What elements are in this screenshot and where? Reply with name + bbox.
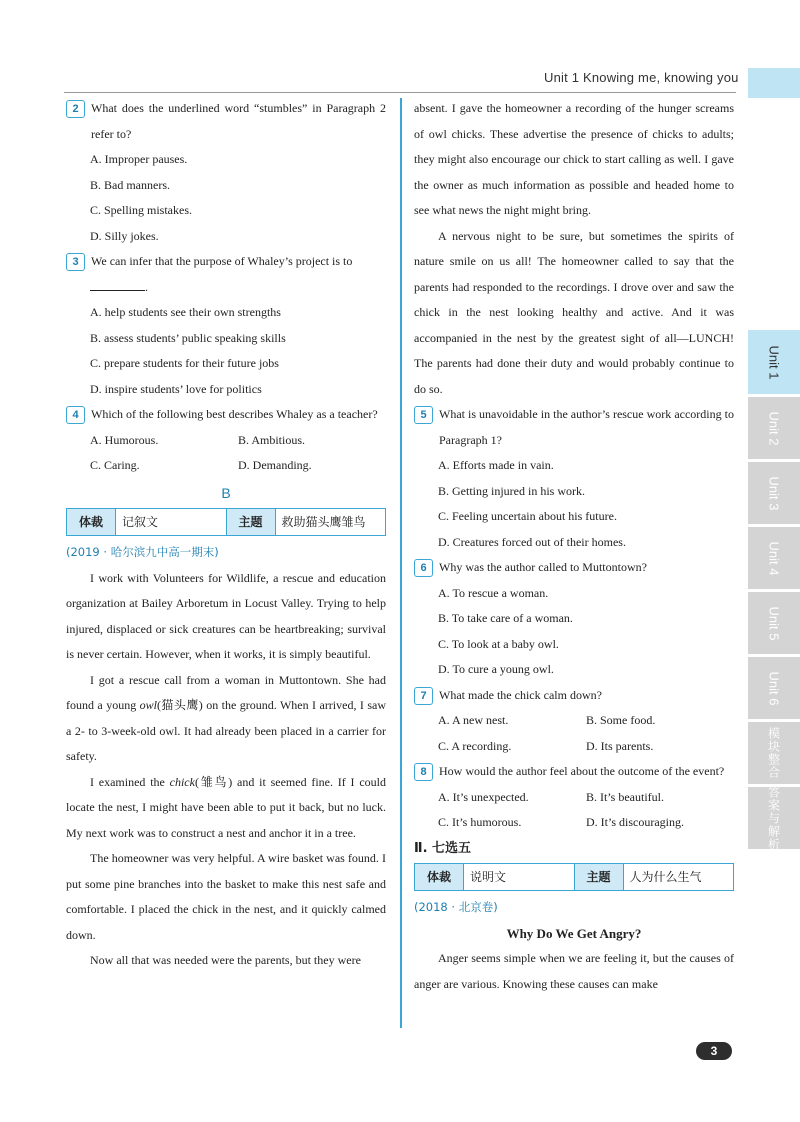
option: A. To rescue a woman. [438,585,549,600]
option: C. Feeling uncertain about his future. [438,509,617,523]
genre-value: 记叙文 [115,509,226,535]
paragraph: Now all that was needed were the parents, but they were [90,953,361,967]
tab-unit-5[interactable]: Unit 5 [748,592,800,654]
question-number: 7 [414,687,433,705]
section-heading: Ⅱ. 七选五 [414,840,472,856]
option: C. A recording. [438,738,512,753]
question-8 [414,759,734,785]
option: D. Silly jokes. [90,228,159,243]
header-corner-block [748,68,800,98]
genre-value: 说明文 [463,864,574,890]
option: C. It’s humorous. [438,815,522,829]
section-b-label: B [221,484,231,501]
option: B. Some food. [586,713,656,727]
question-number: 6 [414,559,433,577]
tab-unit-3[interactable]: Unit 3 [748,462,800,524]
question-number: 5 [414,406,433,424]
options-row [414,785,734,811]
paragraph: absent. I gave the homeowner a recording of the hunger screams of owl chicks. These advertise the presence of chicks to adults; they might also encourage our chick to start calling as well. I gave the owner as much information as possible and headed home to see what news the night might bring. [414,101,734,217]
genre-theme-table [414,863,734,891]
question-text: What made the chick calm down? [439,687,602,702]
theme-key: 主题 [226,509,275,535]
paragraph: Anger seems simple when we are feeling it, but the causes of anger are various. Knowing these causes can make [414,951,734,991]
option: C. To look at a baby owl. [438,636,559,651]
question-text: Which of the following best describes Whaley as a teacher? [91,407,378,421]
question-number: 3 [66,253,85,271]
question-text: How would the author feel about the outcome of the event? [439,764,725,778]
option: C. Caring. [90,458,140,472]
question-text: What is unavoidable in the author’s rescue work according to Paragraph 1? [439,407,734,447]
option: D. inspire students’ love for politics [90,381,262,396]
option: C. prepare students for their future jobs [90,356,279,370]
question-text: We can infer that the purpose of Whaley’s project is to [91,254,353,268]
option: D. It’s discouraging. [586,815,684,829]
option: A. help students see their own strengths [90,305,281,319]
options-row [66,453,386,479]
option: A. It’s unexpected. [438,789,529,804]
option: D. Its parents. [586,738,654,753]
option: B. Getting injured in his work. [438,483,585,498]
question-2 [66,96,386,147]
question-7 [414,683,734,709]
question-text: Why was the author called to Muttontown? [439,560,647,574]
question-text: What does the underlined word “stumbles” in Paragraph 2 refer to? [91,101,386,141]
tab-answers[interactable]: 答案与解析 [748,787,800,849]
option: A. A new nest. [438,713,509,727]
unit-tabs [748,330,800,852]
header-rule [64,92,736,93]
tab-unit-4[interactable]: Unit 4 [748,527,800,589]
options-row [414,734,734,760]
option: D. Creatures forced out of their homes. [438,534,626,549]
option: D. Demanding. [238,458,312,472]
passage-title: Why Do We Get Angry? [506,925,642,941]
option: B. Bad manners. [90,177,170,192]
question-5 [414,402,734,453]
theme-value: 人为什么生气 [623,864,734,890]
option: D. To cure a young owl. [438,662,554,676]
column-divider [400,98,402,1028]
running-header: Unit 1 Knowing me, knowing you [544,70,739,85]
options-row [414,810,734,836]
page-number: 3 [696,1042,732,1060]
option: A. Improper pauses. [90,152,188,166]
paragraph: The homeowner was very helpful. A wire basket was found. I put some pine branches into the basket to make this nest safe and comfortable. I placed the chick in the nest, and it quickly calmed down. [66,851,386,942]
question-6 [414,555,734,581]
left-column [66,96,386,974]
paragraph: I work with Volunteers for Wildlife, a rescue and education organization at Bailey Arboretum in Locust Valley. Trying to help injured, displaced or sick creatures can be heartbreaking; survival is never certain. However, when it works, it is simply beautiful. [66,570,386,661]
option: B. assess students’ public speaking skills [90,330,286,345]
theme-key: 主题 [574,864,623,890]
right-column [414,96,734,997]
paragraph: I examined the chick(雏鸟) and it seemed fine. If I could locate the nest, I might have been able to put it back, but no luck. My next work was to construct a nest and anchor it in a tree. [66,774,386,840]
option: B. To take care of a woman. [438,611,573,625]
option: C. Spelling mistakes. [90,203,192,217]
paragraph: I got a rescue call from a woman in Muttontown. She had found a young owl(猫头鹰) on the ground. When I arrived, I saw a 2- to 3-week-old owl. It had already been placed in a carrier for safety. [66,672,387,763]
theme-value: 救助猫头鹰雏鸟 [275,509,386,535]
paragraph: A nervous night to be sure, but sometimes the spirits of nature smile on us all! The homeowner called to say that the parents had responded to the recordings. I drove over and saw the chick in the nest looking healthy and active. And it was accompanied in the nest by the greatest sight of all—LUNCH! The parents had done their duty and would probably continue to do so. [414,228,734,396]
option: A. Efforts made in vain. [438,458,554,472]
genre-key: 体裁 [67,509,115,535]
genre-key: 体裁 [415,864,463,890]
options-row [66,428,386,454]
option: B. Ambitious. [238,432,306,447]
option: B. It’s beautiful. [586,789,664,804]
source-note: (2018 · 北京卷) [414,900,498,914]
genre-theme-table [66,508,386,536]
tab-unit-2[interactable]: Unit 2 [748,397,800,459]
question-number: 8 [414,763,433,781]
tab-module-review[interactable]: 模块整合 [748,722,800,784]
question-number: 2 [66,100,85,118]
answer-blank: . [66,275,386,301]
question-3 [66,249,386,275]
source-note: (2019 · 哈尔滨九中高一期末) [66,545,219,559]
question-4 [66,402,386,428]
question-number: 4 [66,406,85,424]
tab-unit-6[interactable]: Unit 6 [748,657,800,719]
options-row [414,708,734,734]
tab-unit-1[interactable]: Unit 1 [748,330,800,394]
option: A. Humorous. [90,432,159,447]
